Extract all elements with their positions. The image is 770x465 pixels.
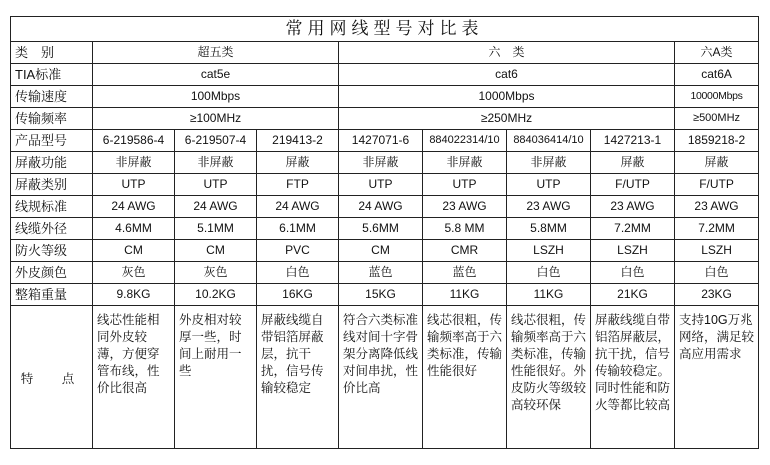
cell: 24 AWG bbox=[93, 196, 175, 218]
cell: 10.2KG bbox=[175, 284, 257, 306]
cell: 屏蔽 bbox=[257, 152, 339, 174]
cell: 100Mbps bbox=[93, 86, 339, 108]
feature-cell: 屏蔽线缆自带铝箔屏蔽层，抗干扰，信号传输较稳定 bbox=[257, 306, 339, 449]
cat6a-header: 六A类 bbox=[675, 42, 759, 64]
fire-rating-row bbox=[11, 240, 759, 262]
cell: 灰色 bbox=[175, 262, 257, 284]
cell: 15KG bbox=[339, 284, 423, 306]
cell: 蓝色 bbox=[339, 262, 423, 284]
cell: 屏蔽 bbox=[591, 152, 675, 174]
frequency-row bbox=[11, 108, 759, 130]
cell: 5.6MM bbox=[339, 218, 423, 240]
cell: 16KG bbox=[257, 284, 339, 306]
table-title: 常用网线型号对比表 bbox=[11, 17, 759, 42]
cell: 白色 bbox=[507, 262, 591, 284]
cat6-header: 六 类 bbox=[339, 42, 675, 64]
cell: UTP bbox=[93, 174, 175, 196]
row-label: 线缆外径 bbox=[11, 218, 93, 240]
row-label: 屏蔽类别 bbox=[11, 174, 93, 196]
cell: 白色 bbox=[257, 262, 339, 284]
cell: 屏蔽 bbox=[675, 152, 759, 174]
tia-standard-row bbox=[11, 64, 759, 86]
cell: PVC bbox=[257, 240, 339, 262]
cell: cat6 bbox=[339, 64, 675, 86]
cell: 6.1MM bbox=[257, 218, 339, 240]
cell: ≥250MHz bbox=[339, 108, 675, 130]
cell: 4.6MM bbox=[93, 218, 175, 240]
cell: 884036414/10 bbox=[507, 130, 591, 152]
speed-row bbox=[11, 86, 759, 108]
cell: 11KG bbox=[423, 284, 507, 306]
cell: 23KG bbox=[675, 284, 759, 306]
shield-type-row bbox=[11, 174, 759, 196]
cell: UTP bbox=[507, 174, 591, 196]
row-label: 屏蔽功能 bbox=[11, 152, 93, 174]
cell: UTP bbox=[423, 174, 507, 196]
cell: LSZH bbox=[507, 240, 591, 262]
row-label: 传输频率 bbox=[11, 108, 93, 130]
feature-cell: 屏蔽线缆自带铝箔屏蔽层，抗干扰，信号传输较稳定。同时性能和防火等都比较高 bbox=[591, 306, 675, 449]
cell: 9.8KG bbox=[93, 284, 175, 306]
cell: LSZH bbox=[675, 240, 759, 262]
cell: 24 AWG bbox=[175, 196, 257, 218]
cell: 7.2MM bbox=[675, 218, 759, 240]
cell: UTP bbox=[339, 174, 423, 196]
cell: CMR bbox=[423, 240, 507, 262]
cell: 23 AWG bbox=[591, 196, 675, 218]
cell: 6-219586-4 bbox=[93, 130, 175, 152]
cell: UTP bbox=[175, 174, 257, 196]
row-label: 整箱重量 bbox=[11, 284, 93, 306]
cell: 24 AWG bbox=[257, 196, 339, 218]
row-label: 外皮颜色 bbox=[11, 262, 93, 284]
cell: 23 AWG bbox=[423, 196, 507, 218]
cell: 5.8 MM bbox=[423, 218, 507, 240]
row-label: 防火等级 bbox=[11, 240, 93, 262]
cell: 白色 bbox=[591, 262, 675, 284]
cable-comparison-table bbox=[10, 16, 759, 449]
cell: 非屏蔽 bbox=[507, 152, 591, 174]
feature-cell: 支持10G万兆网络，满足较高应用需求 bbox=[675, 306, 759, 449]
cell: LSZH bbox=[591, 240, 675, 262]
cell: 1859218-2 bbox=[675, 130, 759, 152]
cell: 灰色 bbox=[93, 262, 175, 284]
row-label: TIA标准 bbox=[11, 64, 93, 86]
category-header-row bbox=[11, 42, 759, 64]
row-label: 线规标准 bbox=[11, 196, 93, 218]
cell: F/UTP bbox=[675, 174, 759, 196]
box-weight-row bbox=[11, 284, 759, 306]
cell: 23 AWG bbox=[507, 196, 591, 218]
feature-cell: 线芯很粗，传输频率高于六类标准，传输性能很好。外皮防火等级较高较环保 bbox=[507, 306, 591, 449]
row-label: 产品型号 bbox=[11, 130, 93, 152]
gauge-row bbox=[11, 196, 759, 218]
jacket-color-row bbox=[11, 262, 759, 284]
feature-cell: 外皮相对较厚一些，时间上耐用一些 bbox=[175, 306, 257, 449]
cell: 11KG bbox=[507, 284, 591, 306]
cell: 219413-2 bbox=[257, 130, 339, 152]
cell: 白色 bbox=[675, 262, 759, 284]
table-title-row bbox=[11, 17, 759, 42]
cell: 23 AWG bbox=[675, 196, 759, 218]
cat5e-header: 超五类 bbox=[93, 42, 339, 64]
cell: CM bbox=[93, 240, 175, 262]
row-label: 传输速度 bbox=[11, 86, 93, 108]
cell: 非屏蔽 bbox=[423, 152, 507, 174]
cell: FTP bbox=[257, 174, 339, 196]
cell: 1427071-6 bbox=[339, 130, 423, 152]
cell: 5.8MM bbox=[507, 218, 591, 240]
cell: 非屏蔽 bbox=[175, 152, 257, 174]
cell: 非屏蔽 bbox=[339, 152, 423, 174]
feature-cell: 符合六类标准线对间十字骨架分离降低线对间串扰，性价比高 bbox=[339, 306, 423, 449]
shielding-row bbox=[11, 152, 759, 174]
cell: 6-219507-4 bbox=[175, 130, 257, 152]
cell: 10000Mbps bbox=[675, 86, 759, 108]
diameter-row bbox=[11, 218, 759, 240]
cell: 884022314/10 bbox=[423, 130, 507, 152]
category-label: 类 别 bbox=[11, 42, 93, 64]
cell: cat5e bbox=[93, 64, 339, 86]
cell: 1000Mbps bbox=[339, 86, 675, 108]
cell: CM bbox=[339, 240, 423, 262]
cell: 1427213-1 bbox=[591, 130, 675, 152]
cell: 5.1MM bbox=[175, 218, 257, 240]
features-row bbox=[11, 306, 759, 449]
cell: ≥100MHz bbox=[93, 108, 339, 130]
cell: 7.2MM bbox=[591, 218, 675, 240]
feature-cell: 线芯很粗，传输频率高于六类标准，传输性能很好 bbox=[423, 306, 507, 449]
cell: ≥500MHz bbox=[675, 108, 759, 130]
cell: cat6A bbox=[675, 64, 759, 86]
row-label: 特 点 bbox=[11, 306, 93, 449]
cell: 非屏蔽 bbox=[93, 152, 175, 174]
cell: 24 AWG bbox=[339, 196, 423, 218]
model-row bbox=[11, 130, 759, 152]
cell: F/UTP bbox=[591, 174, 675, 196]
cell: 蓝色 bbox=[423, 262, 507, 284]
cell: 21KG bbox=[591, 284, 675, 306]
cell: CM bbox=[175, 240, 257, 262]
feature-cell: 线芯性能相同外皮较薄，方便穿管布线，性价比很高 bbox=[93, 306, 175, 449]
